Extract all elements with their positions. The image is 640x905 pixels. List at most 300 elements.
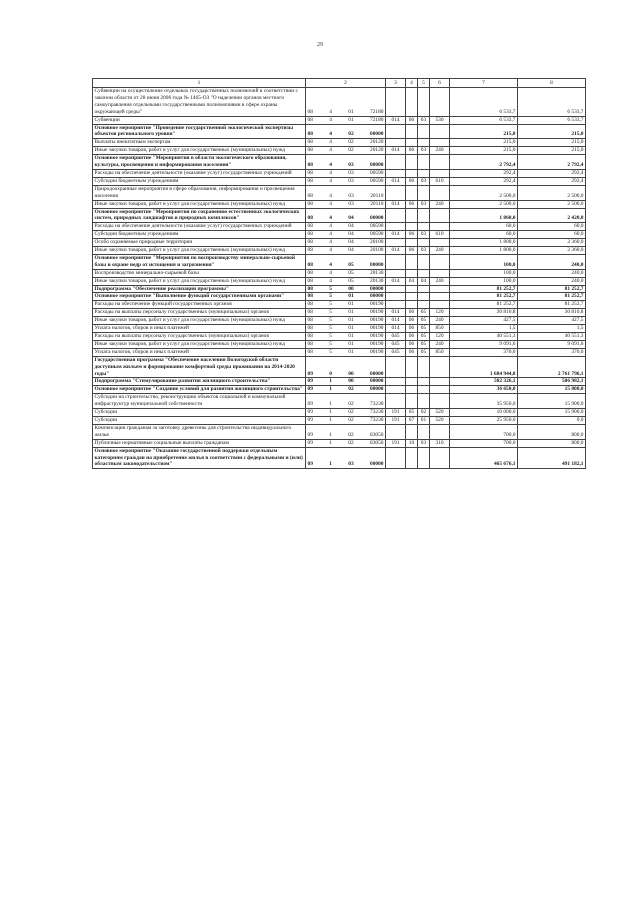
amount-year-1: 1,5 <box>450 325 518 333</box>
code-program: 08 <box>307 177 313 184</box>
program-code <box>306 439 386 447</box>
subsection-code <box>418 424 430 439</box>
code-subprogram: 1 <box>329 378 332 385</box>
item-name: Публичные нормативные социальные выплаты гражданам <box>93 439 306 447</box>
code-subprogram: 4 <box>329 223 332 230</box>
subsection-code: 05 <box>418 340 430 348</box>
subsection-code <box>418 88 430 117</box>
section-code: 06 <box>406 177 418 185</box>
code-program: 08 <box>307 215 313 222</box>
code-event: 02 <box>348 401 354 408</box>
header-cell: 2 <box>306 79 386 88</box>
code-program: 08 <box>307 169 313 176</box>
code-event: 01 <box>348 317 354 324</box>
code-program: 09 <box>307 431 313 438</box>
item-name: Уплата налогов, сборов и иных платежей <box>93 325 306 333</box>
expense-type-code: 240 <box>430 340 450 348</box>
code-event: 01 <box>348 325 354 332</box>
amount-year-1: 2 500,0 <box>450 185 518 200</box>
subsection-code: 05 <box>418 333 430 341</box>
code-event: 01 <box>348 301 354 308</box>
amount-year-2: 800,0 <box>518 439 586 447</box>
subsection-code <box>418 239 430 247</box>
section-code: 10 <box>406 439 418 447</box>
expense-type-code <box>430 394 450 409</box>
ministry-code: 045 <box>386 340 406 348</box>
code-program: 08 <box>307 239 313 246</box>
item-name: Основное мероприятие "Выполнение функций государственными органами" <box>93 293 306 301</box>
program-code <box>306 378 386 386</box>
section-code: 06 <box>406 325 418 333</box>
code-direction: 00000 <box>370 215 384 222</box>
ministry-code <box>386 185 406 200</box>
code-direction: 20120 <box>370 147 384 154</box>
code-program: 08 <box>307 108 313 115</box>
amount-year-1: 427,5 <box>450 317 518 325</box>
code-program: 08 <box>307 309 313 316</box>
code-direction: 00590 <box>370 177 384 184</box>
subsection-code: 01 <box>418 416 430 424</box>
table-row <box>93 185 586 200</box>
table-row <box>93 394 586 409</box>
code-event: 02 <box>348 431 354 438</box>
code-subprogram: 4 <box>329 261 332 268</box>
amount-year-2: 240,0 <box>518 277 586 285</box>
item-name: Расходы на выплаты персоналу государственных (муниципальных) органов <box>93 333 306 341</box>
section-code <box>406 301 418 309</box>
amount-year-1: 35 950,0 <box>450 394 518 409</box>
table-row <box>93 239 586 247</box>
table-row <box>93 378 586 386</box>
table-row <box>93 139 586 147</box>
program-code <box>306 139 386 147</box>
item-name: Иные закупки товаров, работ и услуг для государственных (муниципальных) нужд <box>93 247 306 255</box>
item-name: Природоохранные мероприятия в сфере образования, информирования и просвещения населения <box>93 185 306 200</box>
code-subprogram: 4 <box>329 277 332 284</box>
code-event: 01 <box>348 309 354 316</box>
section-code <box>406 239 418 247</box>
amount-year-2: 81 252,7 <box>518 293 586 301</box>
item-name: Субсидии <box>93 416 306 424</box>
code-event: 01 <box>348 348 354 355</box>
code-subprogram: 5 <box>329 285 332 292</box>
ministry-code <box>386 301 406 309</box>
section-code <box>406 169 418 177</box>
table-row <box>93 223 586 231</box>
program-code <box>306 247 386 255</box>
program-code <box>306 269 386 277</box>
amount-year-1: 40 551,3 <box>450 333 518 341</box>
code-event: 01 <box>348 293 354 300</box>
amount-year-2: 15 900,0 <box>518 394 586 409</box>
table-row <box>93 309 586 317</box>
code-event: 02 <box>348 439 354 446</box>
code-subprogram: 1 <box>329 461 332 468</box>
program-code <box>306 169 386 177</box>
code-event: 02 <box>348 386 354 393</box>
table-row <box>93 348 586 356</box>
header-cell: 8 <box>518 79 586 88</box>
amount-year-1: 100,0 <box>450 269 518 277</box>
item-name: Основное мероприятие "Проведение государственной экологической экспертизы объектов регионального уровня" <box>93 124 306 139</box>
code-subprogram: 5 <box>329 317 332 324</box>
program-code <box>306 88 386 117</box>
item-name: Подпрограмма "Обеспечение реализации программы" <box>93 285 306 293</box>
item-name: Иные закупки товаров, работ и услуг для государственных (муниципальных) нужд <box>93 340 306 348</box>
code-subprogram: 4 <box>329 239 332 246</box>
section-code <box>406 378 418 386</box>
code-subprogram: 4 <box>329 147 332 154</box>
expense-type-code: 850 <box>430 325 450 333</box>
ministry-code <box>386 447 406 469</box>
expense-type-code <box>430 223 450 231</box>
table-row <box>93 155 586 170</box>
code-subprogram: 5 <box>329 333 332 339</box>
item-name: Расходы на обеспечение функций государственных органов <box>93 301 306 309</box>
item-name: Иные закупки товаров, работ и услуг для государственных (муниципальных) нужд <box>93 200 306 208</box>
code-subprogram: 4 <box>329 116 332 123</box>
program-code <box>306 424 386 439</box>
program-code <box>306 309 386 317</box>
code-program: 09 <box>307 378 313 385</box>
code-program: 08 <box>307 247 313 254</box>
subsection-code: 03 <box>418 177 430 185</box>
section-code: 04 <box>406 277 418 285</box>
amount-year-2: 6 533,7 <box>518 88 586 117</box>
amount-year-2: 240,0 <box>518 254 586 269</box>
program-code <box>306 394 386 409</box>
subsection-code <box>418 185 430 200</box>
code-subprogram: 4 <box>329 131 332 138</box>
code-direction: 00000 <box>370 378 384 385</box>
table-row <box>93 333 586 341</box>
amount-year-1: 292,4 <box>450 169 518 177</box>
code-direction: 00190 <box>370 348 384 355</box>
amount-year-1: 465 676,1 <box>450 447 518 469</box>
code-direction: 20100 <box>370 239 384 246</box>
amount-year-2: 2 420,0 <box>518 208 586 223</box>
section-code <box>406 88 418 117</box>
code-subprogram: 1 <box>329 416 332 423</box>
expense-type-code: 530 <box>430 116 450 124</box>
expense-type-code: 850 <box>430 348 450 356</box>
ministry-code <box>386 169 406 177</box>
expense-type-code <box>430 356 450 378</box>
section-code: 06 <box>406 231 418 239</box>
program-code <box>306 277 386 285</box>
expense-type-code <box>430 139 450 147</box>
subsection-code <box>418 386 430 394</box>
code-subprogram: 4 <box>329 231 332 238</box>
code-event: 02 <box>348 416 354 423</box>
code-program: 09 <box>307 461 313 468</box>
code-direction: 73230 <box>370 416 384 423</box>
expense-type-code <box>430 293 450 301</box>
code-program: 09 <box>307 439 313 446</box>
table-row <box>93 147 586 155</box>
section-code <box>406 386 418 394</box>
expense-type-code: 240 <box>430 247 450 255</box>
code-program: 08 <box>307 131 313 138</box>
subsection-code <box>418 223 430 231</box>
item-name: Иные закупки товаров, работ и услуг для государственных (муниципальных) нужд <box>93 277 306 285</box>
item-name: Основное мероприятие "Мероприятия по воспроизводству минерально-сырьевой базы и охране недр от истощения и загрязнения" <box>93 254 306 269</box>
subsection-code: 05 <box>418 309 430 317</box>
amount-year-2: 215,0 <box>518 124 586 139</box>
amount-year-1: 10 000,0 <box>450 409 518 417</box>
code-direction: 00190 <box>370 333 384 339</box>
item-name: Иные закупки товаров, работ и услуг для государственных (муниципальных) нужд <box>93 147 306 155</box>
subsection-code: 05 <box>418 317 430 325</box>
ministry-code <box>386 394 406 409</box>
amount-year-1: 100,0 <box>450 254 518 269</box>
amount-year-1: 215,0 <box>450 147 518 155</box>
section-code <box>406 254 418 269</box>
code-program: 08 <box>307 261 313 268</box>
ministry-code <box>386 378 406 386</box>
amount-year-2: 0,0 <box>518 416 586 424</box>
ministry-code: 014 <box>386 247 406 255</box>
code-subprogram: 1 <box>329 431 332 438</box>
code-event: 04 <box>348 215 354 222</box>
table-row <box>93 424 586 439</box>
code-direction: 00590 <box>370 231 384 238</box>
ministry-code <box>386 208 406 223</box>
amount-year-1: 700,0 <box>450 439 518 447</box>
expense-type-code <box>430 208 450 223</box>
subsection-code <box>418 124 430 139</box>
section-code <box>406 269 418 277</box>
table-row <box>93 317 586 325</box>
code-event: 05 <box>348 277 354 284</box>
table-row <box>93 124 586 139</box>
section-code: 06 <box>406 147 418 155</box>
ministry-code: 014 <box>386 325 406 333</box>
table-row <box>93 285 586 293</box>
item-name: Компенсация гражданам за заготовку древесины для строительства индивидуального жилья <box>93 424 306 439</box>
expense-type-code: 240 <box>430 277 450 285</box>
code-program: 08 <box>307 317 313 324</box>
code-direction: 83050 <box>370 439 384 446</box>
code-direction: 20110 <box>370 192 384 199</box>
table-row <box>93 416 586 424</box>
item-name: Расходы на обеспечение деятельности (оказание услуг) государственных учреждений <box>93 223 306 231</box>
item-name: Подпрограмма "Стимулирование развития жилищного строительства" <box>93 378 306 386</box>
code-program: 08 <box>307 348 313 355</box>
expense-type-code <box>430 124 450 139</box>
code-event: 02 <box>348 147 354 154</box>
code-subprogram: 0 <box>329 370 332 377</box>
amount-year-1: 6 533,7 <box>450 88 518 117</box>
expense-type-code: 240 <box>430 147 450 155</box>
section-code <box>406 139 418 147</box>
code-subprogram: 5 <box>329 348 332 355</box>
amount-year-2: 2 500,0 <box>518 185 586 200</box>
ministry-code: 014 <box>386 231 406 239</box>
table-row <box>93 208 586 223</box>
code-subprogram: 4 <box>329 169 332 176</box>
code-event: 01 <box>348 116 354 123</box>
amount-year-2: 15 800,0 <box>518 386 586 394</box>
section-code <box>406 447 418 469</box>
section-code: 06 <box>406 333 418 341</box>
subsection-code <box>418 378 430 386</box>
subsection-code <box>418 155 430 170</box>
amount-year-2: 215,0 <box>518 147 586 155</box>
ministry-code <box>386 356 406 378</box>
code-subprogram: 4 <box>329 200 332 207</box>
amount-year-2: 240,0 <box>518 269 586 277</box>
amount-year-2: 30 810,8 <box>518 309 586 317</box>
code-subprogram: 4 <box>329 215 332 222</box>
expense-type-code <box>430 285 450 293</box>
code-subprogram: 5 <box>329 293 332 300</box>
section-code: 06 <box>406 200 418 208</box>
code-subprogram: 1 <box>329 401 332 408</box>
table-row <box>93 386 586 394</box>
code-event: 00 <box>348 285 354 292</box>
section-code: 07 <box>406 416 418 424</box>
amount-year-2: 292,4 <box>518 177 586 185</box>
amount-year-1: 60,0 <box>450 223 518 231</box>
program-code <box>306 254 386 269</box>
ministry-code: 014 <box>386 116 406 124</box>
table-row <box>93 447 586 469</box>
amount-year-2: 491 182,1 <box>518 447 586 469</box>
code-event: 04 <box>348 231 354 238</box>
code-event: 02 <box>348 131 354 138</box>
ministry-code: 045 <box>386 333 406 341</box>
expense-type-code: 520 <box>430 409 450 417</box>
program-code <box>306 416 386 424</box>
code-event: 01 <box>348 108 354 115</box>
code-program: 09 <box>307 370 313 377</box>
code-subprogram: 4 <box>329 139 332 146</box>
expense-type-code <box>430 88 450 117</box>
code-event: 05 <box>348 269 354 276</box>
amount-year-2: 9 091,6 <box>518 340 586 348</box>
code-direction: 20130 <box>370 269 384 276</box>
code-program: 09 <box>307 401 313 408</box>
table-row <box>93 88 586 117</box>
code-event: 03 <box>348 192 354 199</box>
table-row <box>93 356 586 378</box>
subsection-code: 03 <box>418 147 430 155</box>
amount-year-1: 1 684 944,8 <box>450 356 518 378</box>
code-direction: 00000 <box>370 131 384 138</box>
code-direction: 00190 <box>370 301 384 308</box>
program-code <box>306 231 386 239</box>
amount-year-2: 40 551,3 <box>518 333 586 341</box>
item-name: Субвенции на осуществление отдельных государственных полномочий в соответствии с законом области от 28 июня 2006 года № 1465-ОЗ "О наделении органов местного самоуправления отдельными государственными полномочиями в сфере охраны окружающей среды" <box>93 88 306 117</box>
section-code: 06 <box>406 247 418 255</box>
program-code <box>306 340 386 348</box>
subsection-code <box>418 447 430 469</box>
ministry-code <box>386 139 406 147</box>
subsection-code: 03 <box>418 439 430 447</box>
amount-year-2: 6 533,7 <box>518 116 586 124</box>
code-event: 00 <box>348 378 354 385</box>
amount-year-2: 1,5 <box>518 325 586 333</box>
section-code: 05 <box>406 409 418 417</box>
expense-type-code <box>430 169 450 177</box>
code-direction: 72180 <box>370 108 384 115</box>
code-direction: 00000 <box>370 386 384 393</box>
code-event: 01 <box>348 333 354 339</box>
amount-year-2: 506 982,1 <box>518 378 586 386</box>
header-cell: 3 <box>386 79 406 88</box>
amount-year-1: 81 252,7 <box>450 293 518 301</box>
program-code <box>306 208 386 223</box>
amount-year-1: 81 252,7 <box>450 285 518 293</box>
ministry-code: 045 <box>386 348 406 356</box>
expense-type-code <box>430 301 450 309</box>
ministry-code <box>386 223 406 231</box>
amount-year-2: 60,0 <box>518 231 586 239</box>
code-program: 08 <box>307 269 313 276</box>
code-event: 00 <box>348 370 354 377</box>
code-program: 09 <box>307 416 313 423</box>
code-program: 08 <box>307 277 313 284</box>
code-program: 09 <box>307 409 313 416</box>
item-name: Субсидии <box>93 409 306 417</box>
program-code <box>306 155 386 170</box>
table-row <box>93 116 586 124</box>
amount-year-1: 100,0 <box>450 277 518 285</box>
ministry-code <box>386 386 406 394</box>
code-direction: 73230 <box>370 409 384 416</box>
program-code <box>306 409 386 417</box>
header-cell: 6 <box>430 79 450 88</box>
code-direction: 00000 <box>370 293 384 300</box>
code-direction: 00000 <box>370 261 384 268</box>
code-program: 08 <box>307 139 313 146</box>
table-body <box>93 79 586 469</box>
ministry-code <box>386 269 406 277</box>
expense-type-code: 120 <box>430 309 450 317</box>
table-row <box>93 269 586 277</box>
program-code <box>306 301 386 309</box>
expense-type-code <box>430 254 450 269</box>
ministry-code <box>386 424 406 439</box>
amount-year-2: 81 252,7 <box>518 301 586 309</box>
ministry-code: 014 <box>386 277 406 285</box>
code-event: 04 <box>348 239 354 246</box>
expense-type-code: 520 <box>430 416 450 424</box>
section-code <box>406 285 418 293</box>
subsection-code: 05 <box>418 348 430 356</box>
expense-type-code <box>430 378 450 386</box>
subsection-code: 03 <box>418 116 430 124</box>
amount-year-2: 2 360,0 <box>518 239 586 247</box>
ministry-code <box>386 254 406 269</box>
amount-year-1: 215,0 <box>450 139 518 147</box>
item-name: Иные закупки товаров, работ и услуг для государственных (муниципальных) нужд <box>93 317 306 325</box>
page-number: 29 <box>317 42 323 48</box>
amount-year-1: 1 800,0 <box>450 239 518 247</box>
amount-year-1: 36 650,0 <box>450 386 518 394</box>
code-direction: 00000 <box>370 162 384 169</box>
amount-year-1: 1 860,0 <box>450 208 518 223</box>
code-direction: 00190 <box>370 325 384 332</box>
code-direction: 00190 <box>370 309 384 316</box>
item-name: Расходы на обеспечение деятельности (оказание услуг) государственных учреждений <box>93 169 306 177</box>
section-code <box>406 185 418 200</box>
code-direction: 20110 <box>370 200 384 207</box>
code-event: 03 <box>348 177 354 184</box>
program-code <box>306 333 386 341</box>
expense-type-code <box>430 447 450 469</box>
